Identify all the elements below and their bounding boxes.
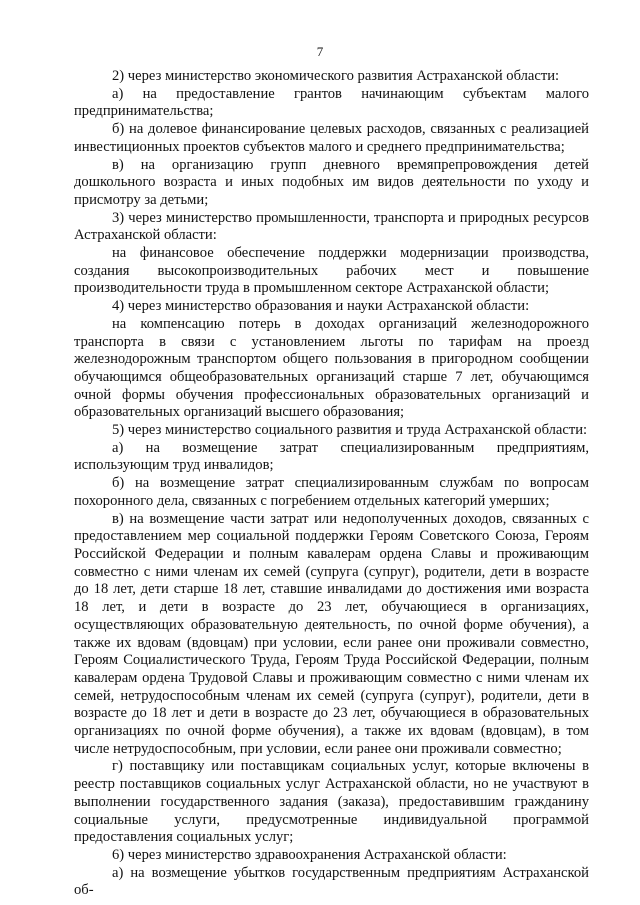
paragraph-item-4-body: на компенсацию потерь в доходах организаций железнодорожного транспорта в связи с установлением льготы по тарифам на проезд железнодорожным транспортом общего пользования в пригородном сообщении обучающимся общеобразовательных организаций старше 7 лет, обучающимся очной формы обучения профессиональных образовательных организаций и образовательных организаций высшего образования;: [74, 315, 589, 421]
paragraph-item-2v: в) на организацию групп дневного времяпрепровождения детей дошкольного возраста и иных подобных им видов деятельности по уходу и присмотру за детьми;: [74, 156, 589, 208]
paragraph-item-2b: б) на долевое финансирование целевых расходов, связанных с реализацией инвестиционных проектов субъектов малого и среднего предпринимательства;: [74, 121, 589, 155]
paragraph-item-5v: в) на возмещение части затрат или недополученных доходов, связанных с предоставлением мер социальной поддержки Героям Советского Союза, Героям Российской Федерации и полным кавалерам ордена Славы и проживающим совместно с ними членам их семей (супруга (супруг), родители, дети в возрасте до 18 лет, дети старше 18 лет, ставшие инвалидами до достижения ими возраста 18 лет, и дети в возрасте до 23 лет, обучающиеся в организациях, осуществляющих образовательную деятельность, по очной форме обучения), а также их вдовам (вдовцам) при условии, если ранее они проживали совместно, Героям Социалистического Труда, Героям Труда Российской Федерации, полным кавалерам ордена Трудовой Славы и проживающим совместно с ними членам их семей, нетрудоспособным членам их семей (супруга (супруг), родители, дети в возрасте до 18 лет и дети в возрасте до 23 лет, обучающиеся в образовательных организациях по очной форме обучения), а также их вдовам (вдовцам), в том числе нетрудоспособным, при условии, если ранее они проживали совместно;: [74, 510, 589, 757]
document-body: [74, 68, 589, 900]
paragraph-item-5g: г) поставщику или поставщикам социальных услуг, которые включены в реестр поставщиков социальных услуг Астраханской области, но не участвуют в выполнении государственного задания (заказа), предоставившим гражданину социальные услуги, предусмотренные индивидуальной программой предоставления социальных услуг;: [74, 758, 589, 846]
paragraph-item-6-heading: 6) через министерство здравоохранения Астраханской области:: [112, 846, 507, 863]
paragraph-item-5-heading: 5) через министерство социального развития и труда Астраханской области:: [112, 422, 588, 439]
paragraph-item-6a: а) на возмещение убытков государственным предприятиям Астраханской об-: [74, 864, 589, 899]
paragraph-item-2-heading: 2) через министерство экономического развития Астраханской области:: [112, 68, 560, 84]
paragraph-item-5b: б) на возмещение затрат специализированным службам по вопросам похоронного дела, связанных с погребением отдельных категорий умерших;: [74, 475, 589, 509]
paragraph-item-4-heading: 4) через министерство образования и науки Астраханской области:: [112, 298, 530, 315]
paragraph-item-5a: а) на возмещение затрат специализированным предприятиям, использующим труд инвалидов;: [74, 439, 589, 474]
page-number: 7: [316, 44, 324, 59]
paragraph-item-2a: а) на предоставление грантов начинающим субъектам малого предпринимательства;: [74, 85, 589, 120]
paragraph-item-3-body: на финансовое обеспечение поддержки модернизации производства, создания высокопроизводительных рабочих мест и повышение производительности труда в промышленном секторе Астраханской области;: [74, 245, 589, 297]
paragraph-item-3-heading: 3) через министерство промышленности, транспорта и природных ресурсов Астраханской области:: [74, 209, 589, 244]
